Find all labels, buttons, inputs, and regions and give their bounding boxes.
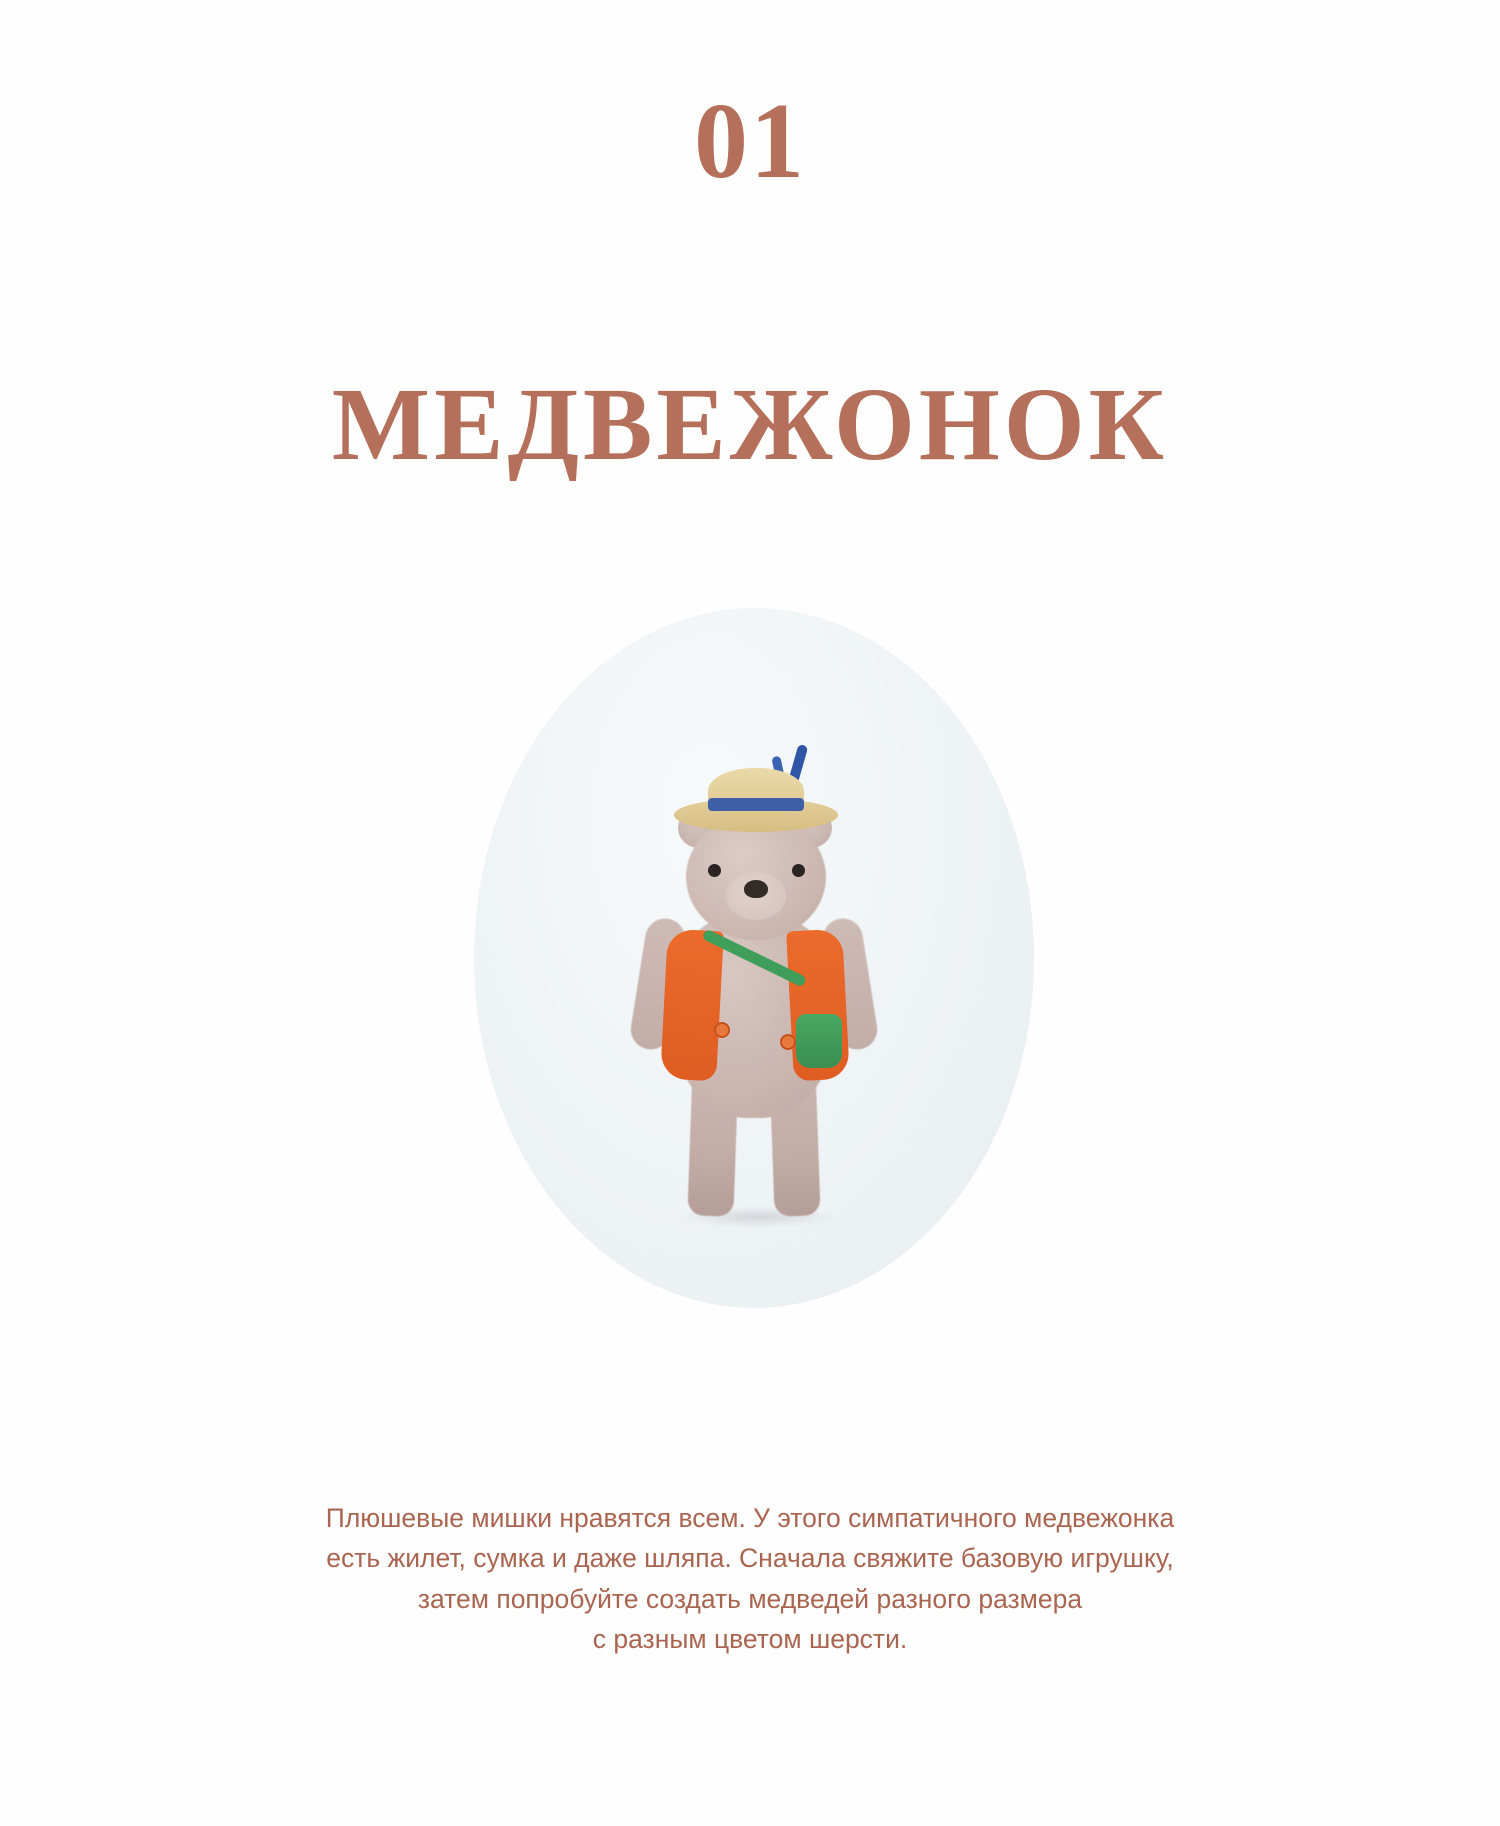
chapter-number: 01	[694, 82, 806, 201]
bear-left-eye	[708, 864, 721, 877]
caption-line: Плюшевые мишки нравятся всем. У этого симпатичного медвежонка	[325, 1503, 1175, 1533]
caption-line: есть жилет, сумка и даже шляпа. Сначала свяжите базовую игрушку,	[326, 1543, 1174, 1574]
bear-right-eye	[792, 864, 805, 877]
hat-band	[708, 798, 804, 811]
caption-line: затем попробуйте создать медведей разного размера	[417, 1583, 1083, 1614]
bear-bag	[796, 1014, 842, 1068]
bear-vest-button	[714, 1022, 730, 1038]
photo-oval-frame	[474, 608, 1034, 1308]
bear-photo	[474, 608, 1034, 1308]
felted-bear-illustration	[594, 722, 914, 1222]
bear-vest-left-panel	[660, 929, 724, 1082]
caption-block	[250, 1498, 1250, 1659]
bear-nose	[744, 880, 768, 898]
page-title: МЕДВЕЖОНОК	[331, 366, 1169, 482]
caption-line: с разным цветом шерсти.	[592, 1623, 908, 1654]
bear-vest-button	[780, 1034, 796, 1050]
